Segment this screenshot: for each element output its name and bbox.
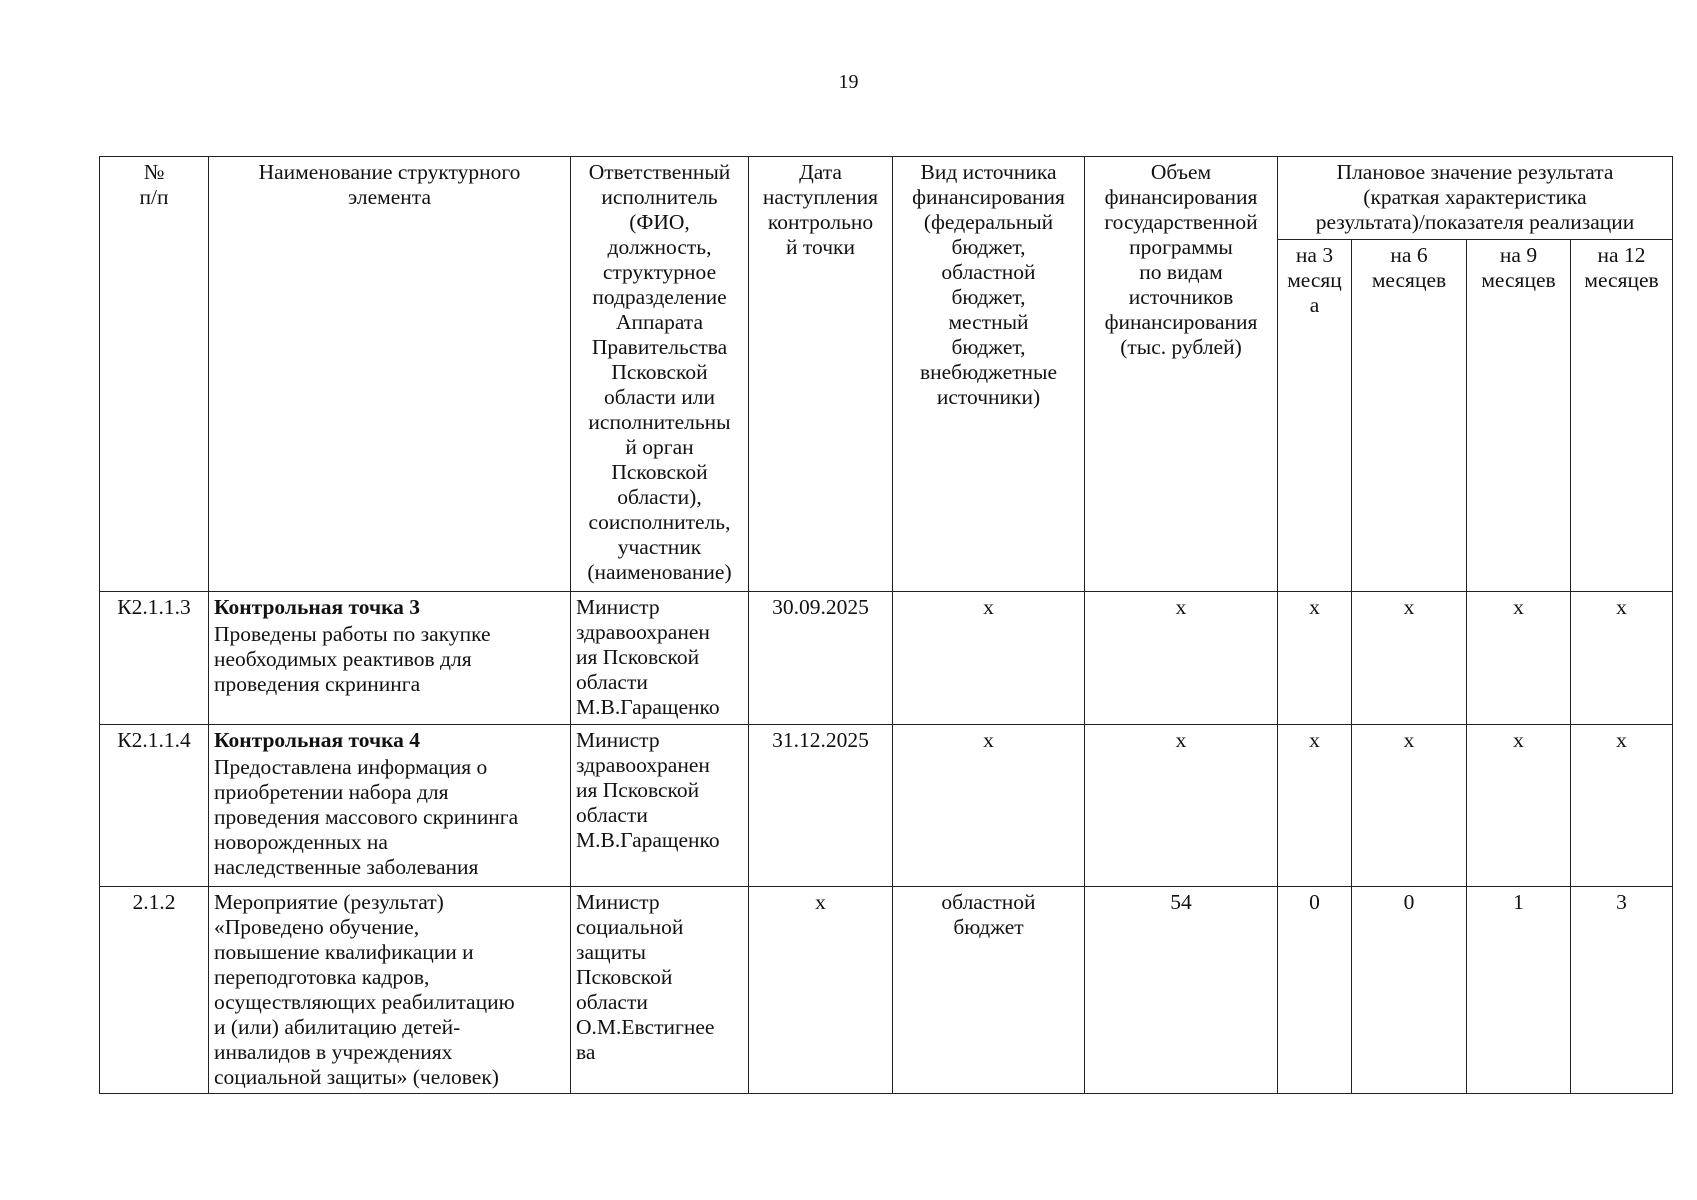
row-m9: x xyxy=(1467,725,1571,887)
row-m12: x xyxy=(1571,592,1673,725)
row-date: x xyxy=(749,887,893,1094)
row-volume: x xyxy=(1085,725,1278,887)
row-element xyxy=(209,592,571,725)
header-source: Вид источника финансирования (федеральный бюджет, областной бюджет, местный бюджет, внебюджетные источники) xyxy=(893,157,1085,592)
row-responsible: Министр здравоохранен ия Псковской области М.В.Гаращенко xyxy=(571,592,749,725)
header-responsible: Ответственный исполнитель (ФИО, должность, структурное подразделение Аппарата Правительства Псковской области или исполнительны й орган Псковской области), соисполнитель, участник (наименование) xyxy=(571,157,749,592)
row-m12: 3 xyxy=(1571,887,1673,1094)
row-responsible: Министр здравоохранен ия Псковской области М.В.Гаращенко xyxy=(571,725,749,887)
header-date: Дата наступления контрольно й точки xyxy=(749,157,893,592)
header-m12: на 12 месяцев xyxy=(1571,240,1673,592)
table-row xyxy=(100,592,1673,725)
row-m3: x xyxy=(1278,592,1352,725)
header-volume: Объем финансирования государственной программы по видам источников финансирования (тыс. рублей) xyxy=(1085,157,1278,592)
row-m6: x xyxy=(1352,592,1467,725)
row-num: К2.1.1.3 xyxy=(100,592,209,725)
row-volume: 54 xyxy=(1085,887,1278,1094)
row-m6: 0 xyxy=(1352,887,1467,1094)
row-text: Предоставлена информация о приобретении набора для проведения массового скрининга новорожденных на наследственные заболевания xyxy=(214,755,519,879)
row-m3: 0 xyxy=(1278,887,1352,1094)
header-m3: на 3 месяц а xyxy=(1278,240,1352,592)
header-m9: на 9 месяцев xyxy=(1467,240,1571,592)
row-m3: x xyxy=(1278,725,1352,887)
page-number: 19 xyxy=(838,71,859,93)
row-source: x xyxy=(893,725,1085,887)
row-responsible: Министр социальной защиты Псковской области О.М.Евстигнее ва xyxy=(571,887,749,1094)
row-source: x xyxy=(893,592,1085,725)
header-name: Наименование структурного элемента xyxy=(209,157,571,592)
row-date: 30.09.2025 xyxy=(749,592,893,725)
row-volume: x xyxy=(1085,592,1278,725)
row-m9: x xyxy=(1467,592,1571,725)
table-row xyxy=(100,887,1673,1094)
row-date: 31.12.2025 xyxy=(749,725,893,887)
row-element: Мероприятие (результат) «Проведено обучение, повышение квалификации и переподготовка кадров, осуществляющих реабилитацию и (или) абилитацию детей- инвалидов в учреждениях социальной защиты» (человек) xyxy=(209,887,571,1094)
row-title: Контрольная точка 3 xyxy=(214,595,421,619)
row-title: Контрольная точка 4 xyxy=(214,728,421,752)
control-points-table xyxy=(99,156,1673,1094)
row-element xyxy=(209,725,571,887)
table-row xyxy=(100,725,1673,887)
row-m9: 1 xyxy=(1467,887,1571,1094)
row-num: К2.1.1.4 xyxy=(100,725,209,887)
header-m6: на 6 месяцев xyxy=(1352,240,1467,592)
header-num: № п/п xyxy=(100,157,209,592)
row-source: областной бюджет xyxy=(893,887,1085,1094)
row-m12: x xyxy=(1571,725,1673,887)
row-text: Проведены работы по закупке необходимых реактивов для проведения скрининга xyxy=(214,622,491,696)
header-row xyxy=(100,157,1673,240)
header-plan: Плановое значение результата (краткая характеристика результата)/показателя реализации xyxy=(1278,157,1673,240)
row-m6: x xyxy=(1352,725,1467,887)
row-num: 2.1.2 xyxy=(100,887,209,1094)
